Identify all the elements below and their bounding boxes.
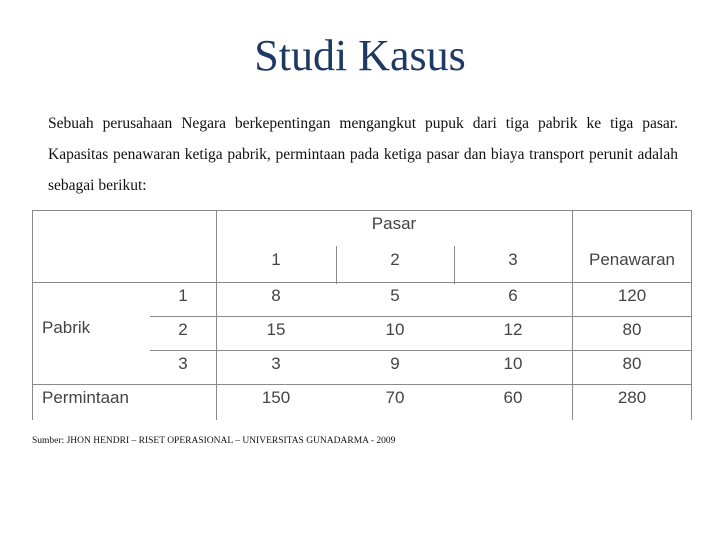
column-header: 3 <box>508 250 518 269</box>
cost-cell: 6 <box>508 286 518 305</box>
supply-cell: 80 <box>622 354 642 373</box>
demand-cell: 150 <box>261 388 291 407</box>
cost-cell: 10 <box>385 320 405 339</box>
cost-cell: 8 <box>271 286 281 305</box>
source-note: Sumber: JHON HENDRI – RISET OPERASIONAL – UNIVERSITAS GUNADARMA - 2009 <box>32 436 396 446</box>
case-description: Sebuah perusahaan Negara berkepentingan mengangkut pupuk dari tiga pabrik ke tiga pasar. Kapasitas penawaran ketiga pabrik, permintaan pada ketiga pasar dan biaya transport perunit adalah sebagai berikut: <box>48 115 678 194</box>
column-header: 2 <box>390 250 400 269</box>
column-header: 1 <box>271 250 281 269</box>
cost-cell: 9 <box>390 354 400 373</box>
cost-cell: 15 <box>266 320 286 339</box>
transport-table <box>32 210 692 420</box>
row-label: 2 <box>178 320 188 339</box>
permintaan-label: Permintaan <box>42 388 129 407</box>
cost-cell: 3 <box>271 354 281 373</box>
supply-cell: 80 <box>622 320 642 339</box>
cost-cell: 12 <box>503 320 523 339</box>
pabrik-label: Pabrik <box>42 318 91 337</box>
cost-cell: 10 <box>503 354 523 373</box>
cost-cell: 5 <box>390 286 400 305</box>
pasar-header: Pasar <box>371 214 417 233</box>
demand-cell: 70 <box>385 388 405 407</box>
demand-cell: 60 <box>503 388 523 407</box>
slide-title: Studi Kasus <box>254 31 466 80</box>
row-label: 1 <box>178 286 188 305</box>
penawaran-header: Penawaran <box>588 250 675 269</box>
row-label: 3 <box>178 354 188 373</box>
supply-cell: 120 <box>617 286 647 305</box>
total-cell: 280 <box>617 388 647 407</box>
